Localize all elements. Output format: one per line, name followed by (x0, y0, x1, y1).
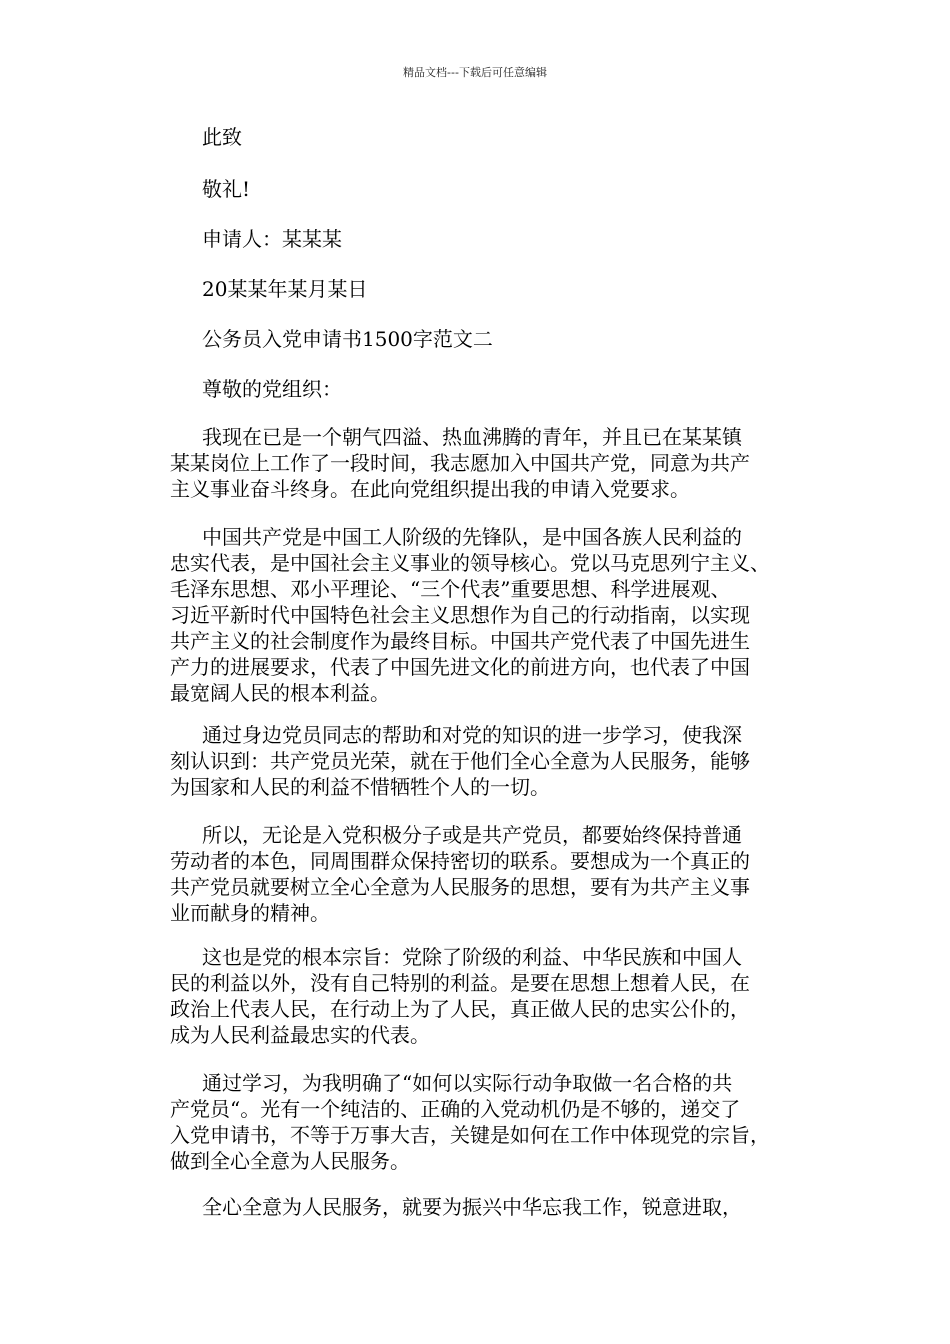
paragraph-line: 忠实代表，是中国社会主义事业的领导核心。党以马克思列宁主义、 (170, 551, 770, 575)
paragraph-line: 毛泽东思想、邓小平理论、“三个代表”重要思想、科学进展观、 (170, 577, 731, 601)
paragraph (170, 822, 806, 926)
paragraph (170, 1194, 806, 1220)
paragraph-line: 通过身边党员同志的帮助和对党的知识的进一步学习，使我深 (202, 723, 742, 747)
paragraph-line: 政治上代表人民，在行动上为了人民，真正做人民的忠实公仆的， (170, 997, 750, 1021)
paragraph-line: 所以，无论是入党积极分子或是共产党员，都要始终保持普通 (202, 823, 742, 847)
greeting-line: 尊敬的党组织： (202, 377, 342, 401)
paragraph-line: 习近平新时代中国特色社会主义思想作为自己的行动指南，以实现 (170, 603, 750, 627)
paragraph-line: 入党申请书，不等于万事大吉，关键是如何在工作中体现党的宗旨， (170, 1123, 770, 1147)
paragraph (170, 722, 806, 800)
applicant-line: 申请人：某某某 (202, 227, 342, 251)
paragraph-line: 某某岗位上工作了一段时间，我志愿加入中国共产党，同意为共产 (170, 451, 750, 475)
paragraph-line: 全心全意为人民服务，就要为振兴中华忘我工作，锐意进取， (202, 1195, 742, 1219)
paragraph (170, 424, 806, 502)
paragraph (170, 1070, 806, 1174)
paragraph-line: 做到全心全意为人民服务。 (170, 1149, 410, 1173)
paragraph-line: 共产主义的社会制度作为最终目标。中国共产党代表了中国先进生 (170, 629, 750, 653)
paragraph-line: 最宽阔人民的根本利益。 (170, 681, 390, 705)
paragraph-line: 刻认识到：共产党员光荣，就在于他们全心全意为人民服务，能够 (170, 749, 750, 773)
paragraph-line: 业而献身的精神。 (170, 901, 330, 925)
salute-line-1: 此致 (202, 125, 242, 149)
paragraph-line: 产力的进展要求，代表了中国先进文化的前进方向，也代表了中国 (170, 655, 750, 679)
paragraph-line: 共产党员就要树立全心全意为人民服务的思想，要有为共产主义事 (170, 875, 750, 899)
paragraph-line: 成为人民利益最忠实的代表。 (170, 1023, 430, 1047)
paragraph-line: 这也是党的根本宗旨：党除了阶级的利益、中华民族和中国人 (202, 945, 742, 969)
paragraph-line: 产党员“。光有一个纯洁的、正确的入党动机仍是不够的，递交了 (170, 1097, 741, 1121)
paragraph-line: 中国共产党是中国工人阶级的先锋队，是中国各族人民利益的 (202, 525, 742, 549)
paragraph-line: 劳动者的本色，同周围群众保持密切的联系。要想成为一个真正的 (170, 849, 750, 873)
paragraph (170, 944, 806, 1048)
paragraph-line: 我现在已是一个朝气四溢、热血沸腾的青年，并且已在某某镇 (202, 425, 742, 449)
page-header: 精品文档---下载后可任意编辑 (403, 66, 547, 79)
paragraph-line: 通过学习，为我明确了“如何以实际行动争取做一名合格的共 (202, 1071, 733, 1095)
paragraph-line: 民的利益以外，没有自己特别的利益。是要在思想上想着人民，在 (170, 971, 750, 995)
salute-line-2: 敬礼! (202, 177, 251, 201)
paragraph (170, 524, 806, 706)
paragraph-line: 为国家和人民的利益不惜牺牲个人的一切。 (170, 775, 550, 799)
date-line: 20某某年某月某日 (202, 277, 368, 301)
paragraph-line: 主义事业奋斗终身。在此向党组织提出我的申请入党要求。 (170, 477, 690, 501)
document-title: 公务员入党申请书1500字范文二 (202, 327, 493, 351)
